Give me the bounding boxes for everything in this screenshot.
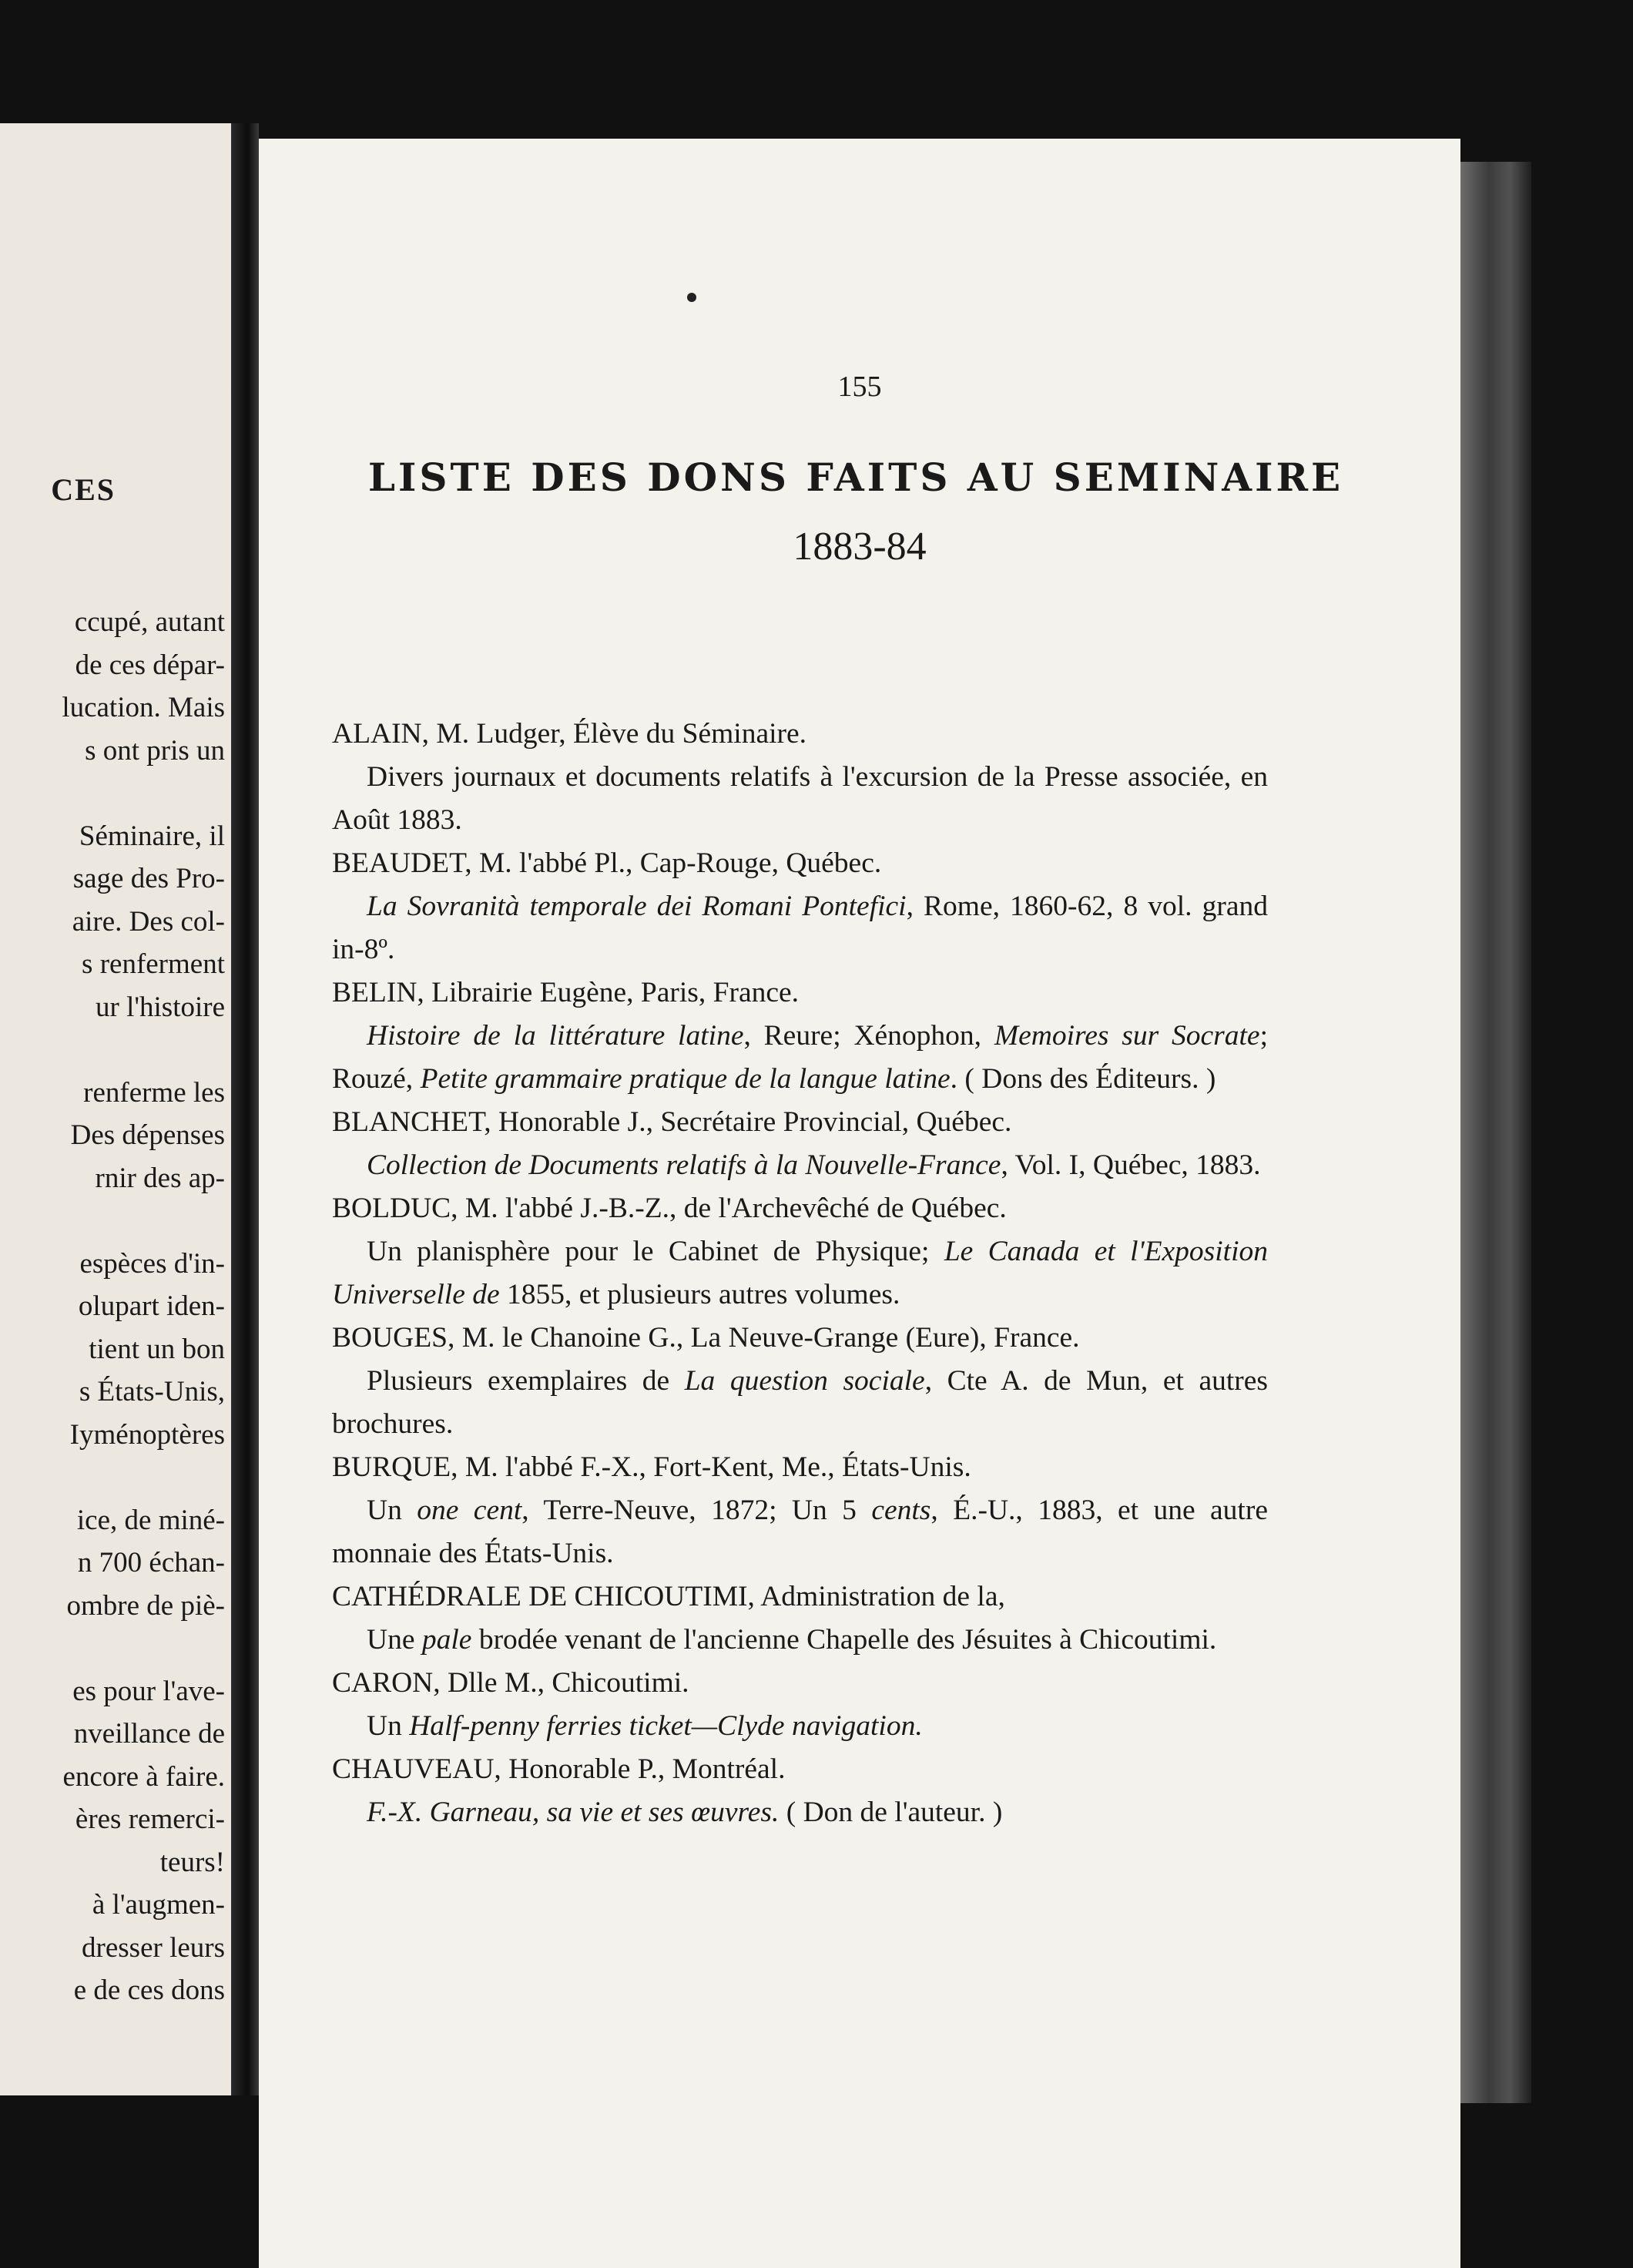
donor-name: CHAUVEAU, Honorable P., Montréal. bbox=[332, 1753, 786, 1785]
donor-name: CATHÉDRALE DE CHICOUTIMI, Administration de la, bbox=[332, 1581, 1005, 1612]
previous-page-line bbox=[62, 772, 225, 815]
description-text: brodée venant de l'ancienne Chapelle des Jésuites à Chicoutimi. bbox=[471, 1624, 1217, 1656]
donation-description bbox=[332, 1705, 1268, 1748]
italic-title: Petite grammaire pratique de la langue latine bbox=[420, 1063, 951, 1095]
previous-page-line: sage des Pro- bbox=[72, 863, 225, 894]
previous-page-line: e de ces dons bbox=[73, 1974, 225, 2006]
previous-page-line: à l'augmen- bbox=[92, 1889, 225, 1921]
italic-title: La Sovranità temporale dei Romani Pontefici bbox=[367, 891, 907, 922]
previous-page-line: rnir des ap- bbox=[95, 1162, 225, 1194]
donor-name: BOUGES, M. le Chanoine G., La Neuve-Grange (Eure), France. bbox=[332, 1322, 1080, 1354]
previous-page-line: teurs! bbox=[159, 1846, 225, 1878]
donation-description bbox=[332, 1619, 1268, 1662]
donation-description bbox=[332, 1360, 1268, 1446]
previous-page-line: de ces dépar- bbox=[75, 649, 225, 681]
previous-page-line: nveillance de bbox=[73, 1718, 225, 1750]
description-text: Divers journaux et documents relatifs à l'excursion de la Presse associée, en Août 1883. bbox=[332, 761, 1268, 836]
donation-list bbox=[332, 713, 1268, 1834]
previous-page-line: espèces d'in- bbox=[79, 1247, 225, 1280]
donation-entry bbox=[332, 1187, 1268, 1317]
previous-page-line: s ont pris un bbox=[85, 734, 225, 767]
previous-page-line: tient un bon bbox=[89, 1333, 225, 1365]
donation-description bbox=[332, 1489, 1268, 1575]
previous-page-line: n 700 échan- bbox=[77, 1547, 225, 1579]
page bbox=[259, 139, 1460, 2268]
previous-page-line: lucation. Mais bbox=[62, 692, 225, 723]
description-text: , Reure; Xénophon, bbox=[743, 1020, 994, 1052]
description-text: ; Rouzé, bbox=[332, 1020, 1269, 1095]
page-subtitle: 1883-84 bbox=[793, 525, 927, 569]
donation-entry bbox=[332, 1101, 1268, 1187]
page-number: 155 bbox=[837, 371, 882, 403]
description-text: 1855, et plusieurs autres volumes. bbox=[499, 1279, 900, 1310]
italic-title: pale bbox=[421, 1624, 472, 1656]
previous-page-line: ice, de miné- bbox=[76, 1504, 225, 1536]
description-text: , Vol. I, Québec, 1883. bbox=[1001, 1149, 1261, 1181]
previous-page-line: Des dépenses bbox=[70, 1119, 225, 1151]
italic-title: cents bbox=[871, 1495, 931, 1526]
description-text: Plusieurs exemplaires de bbox=[367, 1365, 685, 1397]
previous-page-line: ccupé, autant bbox=[74, 606, 225, 638]
donor-name: BOLDUC, M. l'abbé J.-B.-Z., de l'Archevêché de Québec. bbox=[332, 1193, 1007, 1224]
previous-page-line: s États-Unis, bbox=[79, 1376, 225, 1407]
previous-page bbox=[0, 123, 231, 2095]
donation-description bbox=[332, 1230, 1268, 1317]
donation-entry bbox=[332, 1446, 1268, 1575]
description-text: Un bbox=[367, 1710, 410, 1742]
donor-name: ALAIN, M. Ludger, Élève du Séminaire. bbox=[332, 718, 807, 750]
donation-description bbox=[332, 1015, 1268, 1101]
previous-page-line: dresser leurs bbox=[82, 1931, 225, 1964]
page-title: LISTE DES DONS FAITS AU SEMINAIRE bbox=[367, 455, 1344, 500]
ink-spot bbox=[687, 293, 696, 302]
previous-page-line: ombre de piè- bbox=[66, 1589, 225, 1622]
description-text: Une bbox=[367, 1624, 422, 1656]
previous-page-text bbox=[62, 601, 225, 2012]
previous-page-line: renferme les bbox=[83, 1076, 225, 1109]
book-gutter bbox=[231, 123, 259, 2095]
italic-title: Histoire de la littérature latine bbox=[367, 1020, 744, 1052]
description-text: ( Don de l'auteur. ) bbox=[779, 1797, 1003, 1828]
description-text: , Cte A. de Mun, et autres brochures. bbox=[332, 1365, 1268, 1440]
donation-entry bbox=[332, 713, 1268, 842]
donor-name: BELIN, Librairie Eugène, Paris, France. bbox=[332, 977, 800, 1008]
donation-entry bbox=[332, 1662, 1268, 1748]
description-text: Un bbox=[367, 1495, 417, 1526]
donation-entry bbox=[332, 842, 1268, 971]
previous-page-line: ères remerci- bbox=[75, 1803, 225, 1835]
previous-page-line: Iyménoptères bbox=[69, 1418, 225, 1451]
italic-title: Half-penny ferries ticket—Clyde navigation. bbox=[409, 1710, 923, 1742]
italic-title: one cent bbox=[417, 1495, 522, 1526]
description-text: . ( Dons des Éditeurs. ) bbox=[950, 1063, 1216, 1095]
previous-page-line: es pour l'ave- bbox=[72, 1675, 225, 1707]
description-text: , Rome, 1860-62, 8 vol. grand in-8º. bbox=[332, 891, 1268, 965]
donation-description bbox=[332, 885, 1268, 971]
donation-entry bbox=[332, 1317, 1268, 1446]
donation-entry bbox=[332, 1575, 1268, 1662]
previous-page-line: encore à faire. bbox=[62, 1760, 225, 1793]
donation-entry bbox=[332, 1748, 1268, 1834]
description-text: , É.-U., 1883, et une autre monnaie des États-Unis. bbox=[332, 1495, 1268, 1569]
previous-page-line: ur l'histoire bbox=[96, 991, 225, 1023]
previous-page-heading-fragment: CES bbox=[51, 472, 116, 507]
donation-entry bbox=[332, 971, 1268, 1101]
previous-page-line bbox=[62, 1627, 225, 1670]
donor-name: BLANCHET, Honorable J., Secrétaire Provincial, Québec. bbox=[332, 1106, 1012, 1138]
italic-title: Collection de Documents relatifs à la Nouvelle-France bbox=[367, 1149, 1001, 1181]
previous-page-line: s renferment bbox=[82, 948, 225, 980]
italic-title: La question sociale bbox=[684, 1365, 925, 1397]
italic-title: Memoires sur Socrate bbox=[994, 1020, 1260, 1052]
previous-page-line bbox=[62, 1456, 225, 1499]
italic-title: F.-X. Garneau, sa vie et ses œuvres. bbox=[367, 1797, 780, 1828]
previous-page-line: Séminaire, il bbox=[79, 820, 225, 852]
donor-name: BEAUDET, M. l'abbé Pl., Cap-Rouge, Québec. bbox=[332, 847, 882, 879]
donation-description bbox=[332, 756, 1268, 842]
page-edge bbox=[1460, 162, 1531, 2103]
donation-description bbox=[332, 1791, 1268, 1834]
italic-title: Le Canada et l'Exposition Universelle de bbox=[332, 1236, 1268, 1310]
description-text: , Terre-Neuve, 1872; Un 5 bbox=[521, 1495, 872, 1526]
description-text: Un planisphère pour le Cabinet de Physique; bbox=[367, 1236, 944, 1267]
donor-name: CARON, Dlle M., Chicoutimi. bbox=[332, 1667, 689, 1699]
donation-description bbox=[332, 1144, 1268, 1187]
previous-page-line: aire. Des col- bbox=[72, 905, 225, 938]
previous-page-line bbox=[62, 1028, 225, 1072]
previous-page-line bbox=[62, 1199, 225, 1243]
donor-name: BURQUE, M. l'abbé F.-X., Fort-Kent, Me., États-Unis. bbox=[332, 1451, 971, 1483]
previous-page-line: olupart iden- bbox=[78, 1290, 225, 1322]
